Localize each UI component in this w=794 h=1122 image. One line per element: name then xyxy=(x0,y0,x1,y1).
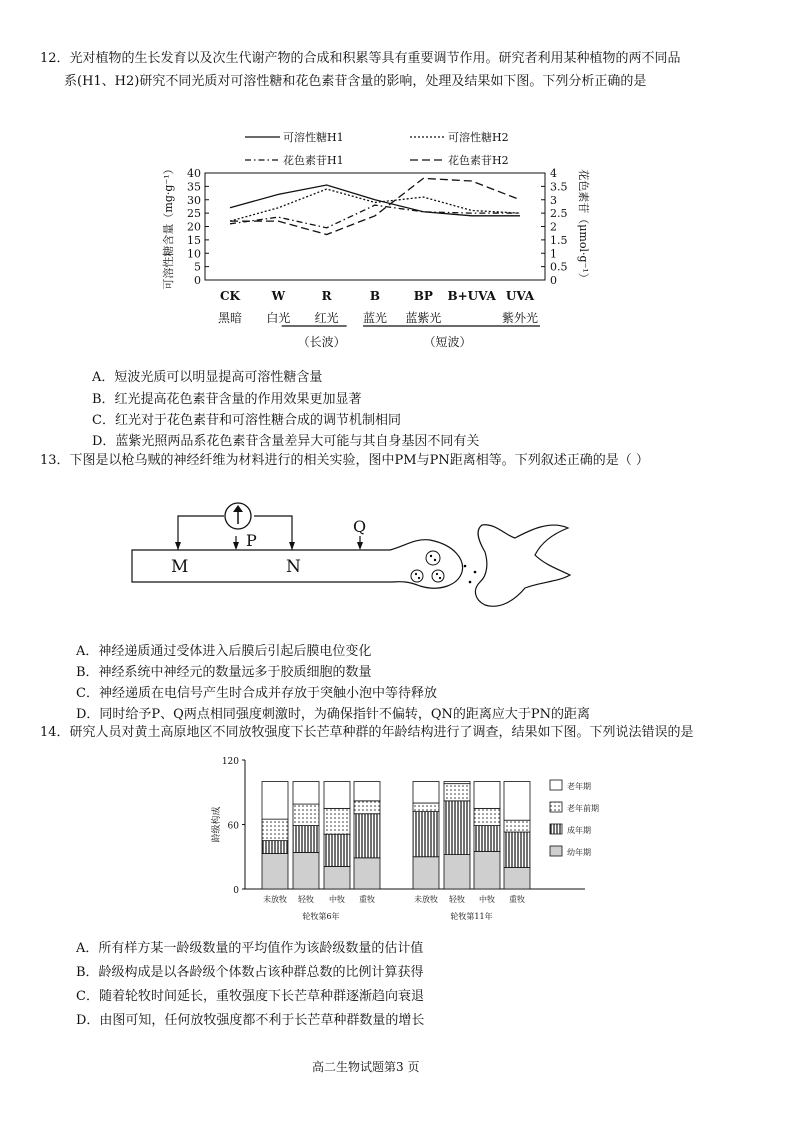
y-tick-label: 120 xyxy=(221,757,239,767)
q14-chart-bars xyxy=(262,782,530,890)
q13-option-b: B．神经系统中神经元的数量远多于胶质细胞的数量 xyxy=(76,665,372,680)
bar-segment xyxy=(262,841,288,854)
q13-option-a: A．神经递质通过受体进入后膜后引起后膜电位变化 xyxy=(76,644,372,659)
y-right-tick-label: 2.5 xyxy=(550,207,568,221)
q14-option-d: D．由图可知，任何放牧强度都不利于长芒草种群数量的增长 xyxy=(76,1013,425,1028)
y-right-tick-label: 3 xyxy=(550,193,557,207)
bar-segment xyxy=(413,782,439,804)
q14-option-a: A．所有样方某一龄级数量的平均值作为该龄级数量的估计值 xyxy=(76,941,424,956)
q14-option-c: C．随着轮牧时间延长，重牧强度下长芒草种群逐渐趋向衰退 xyxy=(76,989,424,1004)
q13-option-d: D．同时给予P、Q两点相同强度刺激时，为确保指针不偏转，QN的距离应大于PN的距离 xyxy=(76,707,590,722)
bar-segment xyxy=(444,784,470,801)
bar-segment xyxy=(504,820,530,832)
bar-segment xyxy=(293,804,319,826)
y-right-tick-label: 0.5 xyxy=(550,260,568,274)
y-left-tick-label: 40 xyxy=(187,167,201,180)
q12-chart-axes xyxy=(205,173,545,326)
legend-swatch xyxy=(550,824,562,834)
x-sublabel: 白光 xyxy=(266,311,291,325)
y-left-axis-label: 可溶性糖含量（mg·g⁻¹） xyxy=(162,163,175,290)
y-left-tick-label: 10 xyxy=(187,247,201,261)
group-label: 轮牧第11年 xyxy=(450,912,493,921)
q12-line-chart xyxy=(150,120,590,360)
x-tick-label: 重牧 xyxy=(509,895,525,904)
q14-stem: 14．研究人员对黄土高原地区不同放牧强度下长芒草种群的年龄结构进行了调查，结果如下图。下列说法错误的是 xyxy=(40,725,694,740)
x-tick-label: 重牧 xyxy=(359,895,375,904)
x-sublabel: 红光 xyxy=(314,311,339,325)
x-tick-label: R xyxy=(321,289,332,303)
bar-segment xyxy=(354,801,380,814)
legend-label: 幼年期 xyxy=(567,848,591,857)
x-sublabel: 黑暗 xyxy=(217,311,243,325)
x-tick-label: BP xyxy=(413,289,433,303)
q12-option-b: B．红光提高花色素苷含量的作用效果更加显著 xyxy=(92,392,362,407)
q14-stacked-bar-chart xyxy=(205,752,645,927)
y-left-tick-label: 25 xyxy=(187,207,201,221)
y-left-tick-label: 20 xyxy=(187,220,201,234)
x-tick-label: CK xyxy=(220,289,240,303)
bar-segment xyxy=(262,819,288,841)
x-tick-label: 中牧 xyxy=(329,895,345,904)
legend-label: 可溶性糖H1 xyxy=(283,131,344,144)
y-right-axis-label: 花色素苷（μmol·g⁻¹） xyxy=(577,169,590,284)
bar-segment xyxy=(293,782,319,805)
bar-segment xyxy=(504,832,530,867)
bar-segment xyxy=(474,851,500,889)
group-label: 轮牧第6年 xyxy=(302,912,340,921)
x-sublabel: 蓝紫光 xyxy=(405,311,442,325)
x-tick-label: B xyxy=(369,289,381,303)
bar-segment xyxy=(504,782,530,821)
q13-nerve-diagram xyxy=(120,490,580,625)
x-tick-label: UVA xyxy=(505,289,535,303)
bar-segment xyxy=(444,782,470,784)
y-axis-label: 龄级构成 xyxy=(212,806,222,843)
bar-segment xyxy=(293,852,319,889)
q13-stem: 13．下图是以枪乌贼的神经纤维为材料进行的相关实验，图中PM与PN距离相等。下列叙述正确的是（ ） xyxy=(40,453,649,468)
legend-label: 可溶性糖H2 xyxy=(448,131,509,144)
label-m: M xyxy=(171,557,189,577)
q14-option-b: B．龄级构成是以各龄级个体数占该种群总数的比例计算获得 xyxy=(76,965,424,980)
bar-segment xyxy=(293,826,319,853)
label-q: Q xyxy=(353,517,367,536)
bar-segment xyxy=(444,801,470,855)
x-tick-label: 未放牧 xyxy=(263,895,287,904)
label-n: N xyxy=(286,557,301,577)
bar-segment xyxy=(413,812,439,857)
bar-segment xyxy=(324,808,350,834)
q14-chart-legend xyxy=(550,780,599,857)
y-right-tick-label: 3.5 xyxy=(550,180,568,194)
series-line xyxy=(230,185,520,216)
q12-chart-series xyxy=(230,178,520,234)
q12-option-a: A．短波光质可以明显提高可溶性糖含量 xyxy=(92,370,323,385)
bar-segment xyxy=(324,834,350,866)
synaptic-vesicles xyxy=(411,551,476,583)
y-right-tick-label: 2 xyxy=(550,220,557,234)
bar-segment xyxy=(354,814,380,858)
x-sublabel: 蓝光 xyxy=(362,311,388,325)
legend-swatch xyxy=(550,802,562,812)
legend-swatch xyxy=(550,846,562,856)
q13-option-c: C．神经递质在电信号产生时合成并存放于突触小泡中等待释放 xyxy=(76,686,437,701)
bar-segment xyxy=(474,808,500,825)
bar-segment xyxy=(474,782,500,809)
legend-label: 成年期 xyxy=(567,826,591,835)
postsynaptic-neuron xyxy=(475,525,570,607)
bar-segment xyxy=(324,782,350,809)
bar-segment xyxy=(262,854,288,889)
x-tick-label: 轻牧 xyxy=(449,895,465,904)
x-tick-label: W xyxy=(271,289,286,303)
group-label-long: （长波） xyxy=(297,335,346,349)
q12-chart-labels xyxy=(161,163,590,349)
y-tick-label: 60 xyxy=(227,821,239,832)
x-sublabel: 紫外光 xyxy=(501,311,539,325)
x-tick-label: 轻牧 xyxy=(298,895,314,904)
y-right-tick-label: 0 xyxy=(550,274,557,287)
legend-label: 花色素苷H2 xyxy=(448,154,509,167)
series-line xyxy=(230,178,520,234)
legend-label: 老年前期 xyxy=(567,804,599,813)
y-right-tick-label: 1 xyxy=(550,247,557,261)
bar-segment xyxy=(504,868,530,890)
y-right-tick-label: 1.5 xyxy=(550,233,568,247)
q12-stem-line2: 系(H1、H2)研究不同光质对可溶性糖和花色素苷含量的影响，处理及结果如下图。下列分析正确的是 xyxy=(64,74,647,89)
y-left-tick-label: 0 xyxy=(194,274,201,287)
legend-label: 老年期 xyxy=(567,782,591,791)
group-label-short: （短波） xyxy=(423,335,472,349)
bar-segment xyxy=(324,866,350,889)
legend-label: 花色素苷H1 xyxy=(283,154,344,167)
q12-option-c: C．红光对于花色素苷和可溶性糖合成的调节机制相同 xyxy=(92,413,401,428)
y-left-tick-label: 15 xyxy=(187,233,201,247)
q12-stem-line1: 12．光对植物的生长发育以及次生代谢产物的合成和积累等具有重要调节作用。研究者利用某种植物的两不同品 xyxy=(40,51,681,66)
bar-segment xyxy=(413,857,439,889)
bar-segment xyxy=(474,826,500,852)
bar-segment xyxy=(413,803,439,812)
page-footer: 高二生物试题第3 页 xyxy=(312,1060,420,1074)
bar-segment xyxy=(444,855,470,889)
x-tick-label: 未放牧 xyxy=(414,895,438,904)
bar-segment xyxy=(262,782,288,820)
y-left-tick-label: 5 xyxy=(194,260,201,274)
label-p: P xyxy=(246,531,257,550)
y-right-tick-label: 4 xyxy=(550,167,557,180)
x-tick-label: B+UVA xyxy=(447,289,496,303)
x-tick-label: 中牧 xyxy=(479,895,495,904)
bar-segment xyxy=(354,782,380,801)
q12-chart-legend xyxy=(245,130,509,167)
legend-swatch xyxy=(550,780,562,790)
y-tick-label: 0 xyxy=(233,886,239,896)
bar-segment xyxy=(354,858,380,889)
y-left-tick-label: 35 xyxy=(187,180,201,194)
q12-option-d: D．蓝紫光照两品系花色素苷含量差异大可能与其自身基因不同有关 xyxy=(92,434,480,449)
y-left-tick-label: 30 xyxy=(187,193,201,207)
